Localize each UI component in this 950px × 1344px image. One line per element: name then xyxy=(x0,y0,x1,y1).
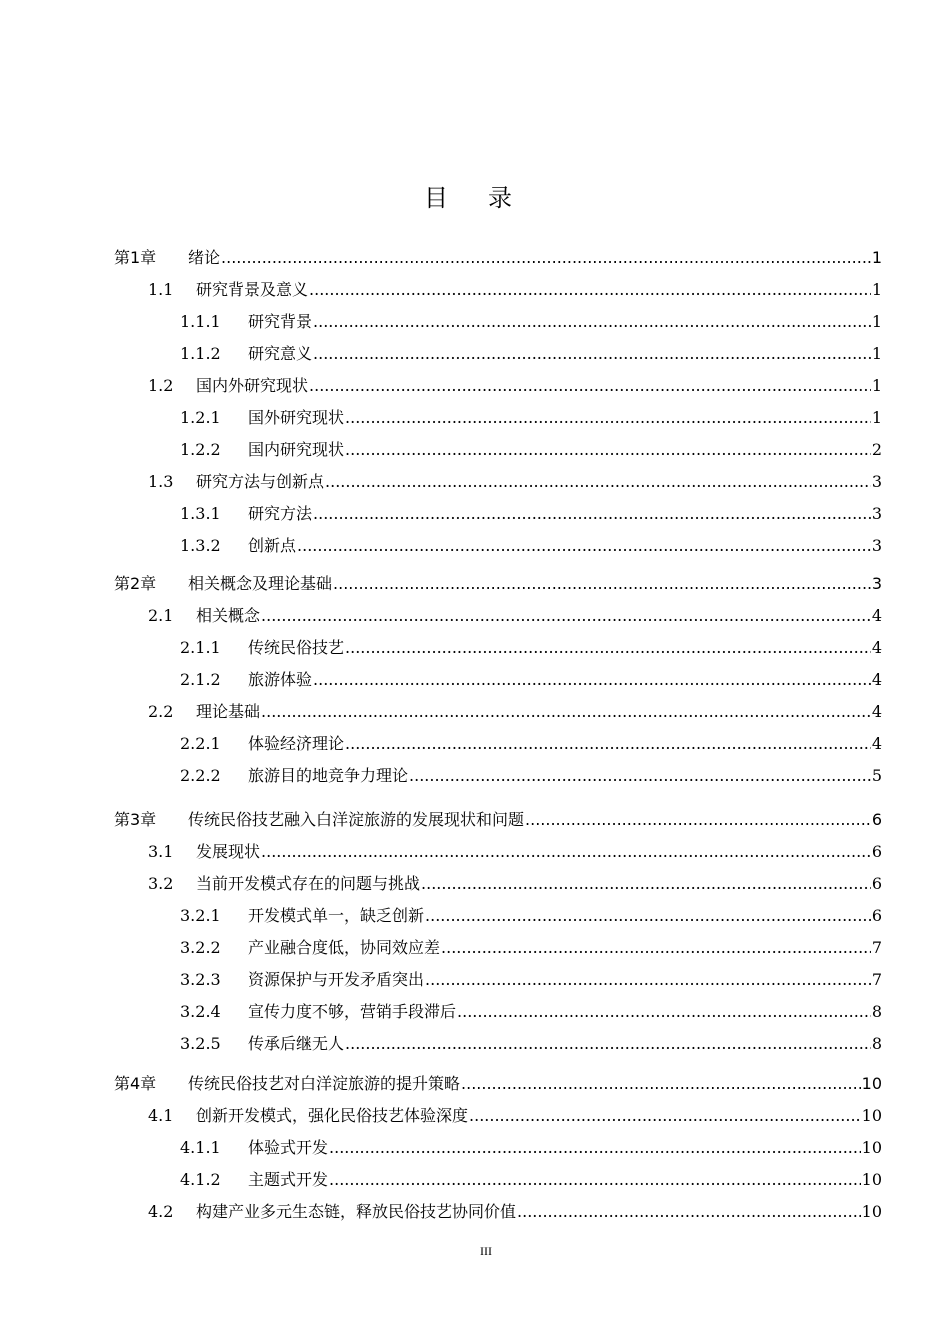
toc-dot-leader xyxy=(261,696,871,728)
toc-subsection-entry[interactable] xyxy=(180,728,882,760)
toc-entry-title: 传统民俗技艺对白洋淀旅游的提升策略 xyxy=(188,1074,461,1093)
toc-entry-number: 第1章 xyxy=(114,248,157,267)
toc-section-entry[interactable] xyxy=(148,696,882,728)
toc-section-entry[interactable] xyxy=(148,1100,882,1132)
toc-subsection-entry[interactable] xyxy=(180,664,882,696)
toc-section-entry[interactable] xyxy=(148,836,882,868)
toc-page-number: 7 xyxy=(871,938,882,957)
toc-page-number: 8 xyxy=(871,1034,882,1053)
toc-entry-number: 1.2.1 xyxy=(180,408,221,427)
toc-entry-title: 构建产业多元生态链，释放民俗技艺协同价值 xyxy=(196,1202,517,1221)
toc-entry-title: 传统民俗技艺 xyxy=(248,638,345,657)
toc-subsection-entry[interactable] xyxy=(180,900,882,932)
toc-dot-leader xyxy=(313,498,871,530)
toc-chapter-entry[interactable] xyxy=(114,1068,882,1100)
toc-entry-number: 3.2.5 xyxy=(180,1034,221,1053)
toc-entry-title: 当前开发模式存在的问题与挑战 xyxy=(196,874,421,893)
toc-page-number: 10 xyxy=(861,1170,882,1189)
toc-page-number: 6 xyxy=(871,874,882,893)
toc-page-number: 7 xyxy=(871,970,882,989)
toc-entry-number: 1.1 xyxy=(148,280,174,299)
toc-dot-leader xyxy=(409,760,871,792)
toc-dot-leader xyxy=(517,1196,861,1228)
toc-entry-title: 相关概念 xyxy=(196,606,261,625)
toc-entry-number: 4.1.1 xyxy=(180,1138,221,1157)
toc-page-number: 3 xyxy=(871,574,882,593)
toc-page-number: 1 xyxy=(871,376,882,395)
toc-entry-number: 3.2.2 xyxy=(180,938,221,957)
toc-subsection-entry[interactable] xyxy=(180,1132,882,1164)
toc-dot-leader xyxy=(297,530,871,562)
toc-dot-leader xyxy=(333,568,871,600)
toc-page-number: 1 xyxy=(871,408,882,427)
toc-chapter-entry[interactable] xyxy=(114,804,882,836)
toc-subsection-entry[interactable] xyxy=(180,1164,882,1196)
toc-section-entry[interactable] xyxy=(148,868,882,900)
toc-subsection-entry[interactable] xyxy=(180,402,882,434)
toc-subsection-entry[interactable] xyxy=(180,530,882,562)
toc-page-number: 10 xyxy=(861,1106,882,1125)
toc-dot-leader xyxy=(457,996,871,1028)
toc-page-number: 4 xyxy=(871,702,882,721)
toc-dot-leader xyxy=(425,964,871,996)
toc-entry-title: 宣传力度不够，营销手段滞后 xyxy=(248,1002,457,1021)
toc-subsection-entry[interactable] xyxy=(180,498,882,530)
toc-page-number: 10 xyxy=(861,1202,882,1221)
toc-chapter-entry[interactable] xyxy=(114,242,882,274)
toc-page-number: 4 xyxy=(871,670,882,689)
toc-dot-leader xyxy=(345,402,871,434)
toc-entry-title: 相关概念及理论基础 xyxy=(188,574,333,593)
toc-dot-leader xyxy=(329,1132,861,1164)
toc-entry-title: 发展现状 xyxy=(196,842,261,861)
toc-entry-title: 传承后继无人 xyxy=(248,1034,345,1053)
toc-dot-leader xyxy=(345,434,871,466)
toc-entry-number: 2.2.1 xyxy=(180,734,221,753)
toc-entry-title: 体验式开发 xyxy=(248,1138,329,1157)
page-number: III xyxy=(480,1244,492,1258)
toc-entry-number: 2.2.2 xyxy=(180,766,221,785)
toc-subsection-entry[interactable] xyxy=(180,632,882,664)
toc-page-number: 8 xyxy=(871,1002,882,1021)
toc-entry-title: 理论基础 xyxy=(196,702,261,721)
toc-dot-leader xyxy=(345,1028,871,1060)
toc-dot-leader xyxy=(441,932,871,964)
toc-entry-title: 创新点 xyxy=(248,536,297,555)
toc-page-number: 3 xyxy=(871,504,882,523)
toc-entry-number: 第2章 xyxy=(114,574,157,593)
toc-page-number: 6 xyxy=(871,810,882,829)
toc-entry-number: 1.2.2 xyxy=(180,440,221,459)
toc-dot-leader xyxy=(309,274,871,306)
page-title: 目录 xyxy=(424,184,552,212)
toc-page-number: 1 xyxy=(871,344,882,363)
toc-entry-number: 2.1.1 xyxy=(180,638,221,657)
toc-page-number: 4 xyxy=(871,606,882,625)
toc-page-number: 4 xyxy=(871,638,882,657)
toc-entry-title: 研究背景及意义 xyxy=(196,280,309,299)
toc-entry-number: 2.1 xyxy=(148,606,174,625)
toc-entry-number: 第3章 xyxy=(114,810,157,829)
toc-subsection-entry[interactable] xyxy=(180,306,882,338)
toc-page-number: 1 xyxy=(871,312,882,331)
toc-page-number: 3 xyxy=(871,472,882,491)
toc-entry-number: 1.3 xyxy=(148,472,174,491)
toc-section-entry[interactable] xyxy=(148,370,882,402)
toc-entry-title: 研究背景 xyxy=(248,312,313,331)
toc-page-number: 2 xyxy=(871,440,882,459)
toc-subsection-entry[interactable] xyxy=(180,1028,882,1060)
toc-entry-number: 3.1 xyxy=(148,842,174,861)
toc-dot-leader xyxy=(313,306,871,338)
toc-subsection-entry[interactable] xyxy=(180,760,882,792)
toc-section-entry[interactable] xyxy=(148,466,882,498)
toc-entry-title: 国外研究现状 xyxy=(248,408,345,427)
toc-entry-number: 1.1.1 xyxy=(180,312,221,331)
toc-dot-leader xyxy=(329,1164,861,1196)
toc-page-number: 1 xyxy=(871,280,882,299)
toc-entry-title: 产业融合度低，协同效应差 xyxy=(248,938,441,957)
toc-entry-title: 传统民俗技艺融入白洋淀旅游的发展现状和问题 xyxy=(188,810,525,829)
toc-page-number: 3 xyxy=(871,536,882,555)
toc-dot-leader xyxy=(461,1068,861,1100)
toc-dot-leader xyxy=(345,728,871,760)
toc-dot-leader xyxy=(309,370,871,402)
toc-page-number: 6 xyxy=(871,842,882,861)
toc-entry-title: 创新开发模式，强化民俗技艺体验深度 xyxy=(196,1106,469,1125)
toc-entry-number: 3.2 xyxy=(148,874,174,893)
toc-entry-number: 3.2.1 xyxy=(180,906,221,925)
toc-page-number: 6 xyxy=(871,906,882,925)
toc-section-entry[interactable] xyxy=(148,600,882,632)
toc-subsection-entry[interactable] xyxy=(180,434,882,466)
toc-entry-number: 3.2.4 xyxy=(180,1002,221,1021)
toc-entry-title: 旅游目的地竞争力理论 xyxy=(248,766,409,785)
toc-page-number: 10 xyxy=(861,1074,882,1093)
toc-dot-leader xyxy=(313,664,871,696)
toc-dot-leader xyxy=(425,900,871,932)
toc-dot-leader xyxy=(325,466,871,498)
toc-dot-leader xyxy=(221,242,871,274)
toc-entry-number: 2.1.2 xyxy=(180,670,221,689)
toc-section-entry[interactable] xyxy=(148,274,882,306)
toc-dot-leader xyxy=(469,1100,861,1132)
toc-page-number: 10 xyxy=(861,1138,882,1157)
toc-entry-number: 1.3.2 xyxy=(180,536,221,555)
toc-page-number: 4 xyxy=(871,734,882,753)
toc-entry-number: 3.2.3 xyxy=(180,970,221,989)
toc-entry-title: 旅游体验 xyxy=(248,670,313,689)
toc-entry-number: 4.1 xyxy=(148,1106,174,1125)
toc-entry-number: 2.2 xyxy=(148,702,174,721)
toc-entry-title: 开发模式单一，缺乏创新 xyxy=(248,906,425,925)
toc-dot-leader xyxy=(345,632,871,664)
toc-entry-number: 1.3.1 xyxy=(180,504,221,523)
toc-entry-title: 研究方法 xyxy=(248,504,313,523)
toc-subsection-entry[interactable] xyxy=(180,996,882,1028)
toc-entry-number: 4.1.2 xyxy=(180,1170,221,1189)
toc-dot-leader xyxy=(421,868,871,900)
toc-entry-title: 绪论 xyxy=(188,248,221,267)
toc-section-entry[interactable] xyxy=(148,1196,882,1228)
toc-dot-leader xyxy=(261,600,871,632)
toc-entry-title: 国内研究现状 xyxy=(248,440,345,459)
toc-entry-number: 4.2 xyxy=(148,1202,174,1221)
toc-entry-number: 1.2 xyxy=(148,376,174,395)
toc-entry-title: 研究方法与创新点 xyxy=(196,472,325,491)
toc-entry-number: 第4章 xyxy=(114,1074,157,1093)
toc-entry-number: 1.1.2 xyxy=(180,344,221,363)
toc-entry-title: 体验经济理论 xyxy=(248,734,345,753)
toc-entry-title: 研究意义 xyxy=(248,344,313,363)
toc-page-number: 1 xyxy=(871,248,882,267)
toc-chapter-entry[interactable] xyxy=(114,568,882,600)
toc-subsection-entry[interactable] xyxy=(180,338,882,370)
toc-dot-leader xyxy=(313,338,871,370)
toc-entry-title: 资源保护与开发矛盾突出 xyxy=(248,970,425,989)
toc-subsection-entry[interactable] xyxy=(180,964,882,996)
toc-subsection-entry[interactable] xyxy=(180,932,882,964)
toc-page-number: 5 xyxy=(871,766,882,785)
toc-dot-leader xyxy=(261,836,871,868)
toc-dot-leader xyxy=(525,804,871,836)
toc-entry-title: 主题式开发 xyxy=(248,1170,329,1189)
toc-entry-title: 国内外研究现状 xyxy=(196,376,309,395)
